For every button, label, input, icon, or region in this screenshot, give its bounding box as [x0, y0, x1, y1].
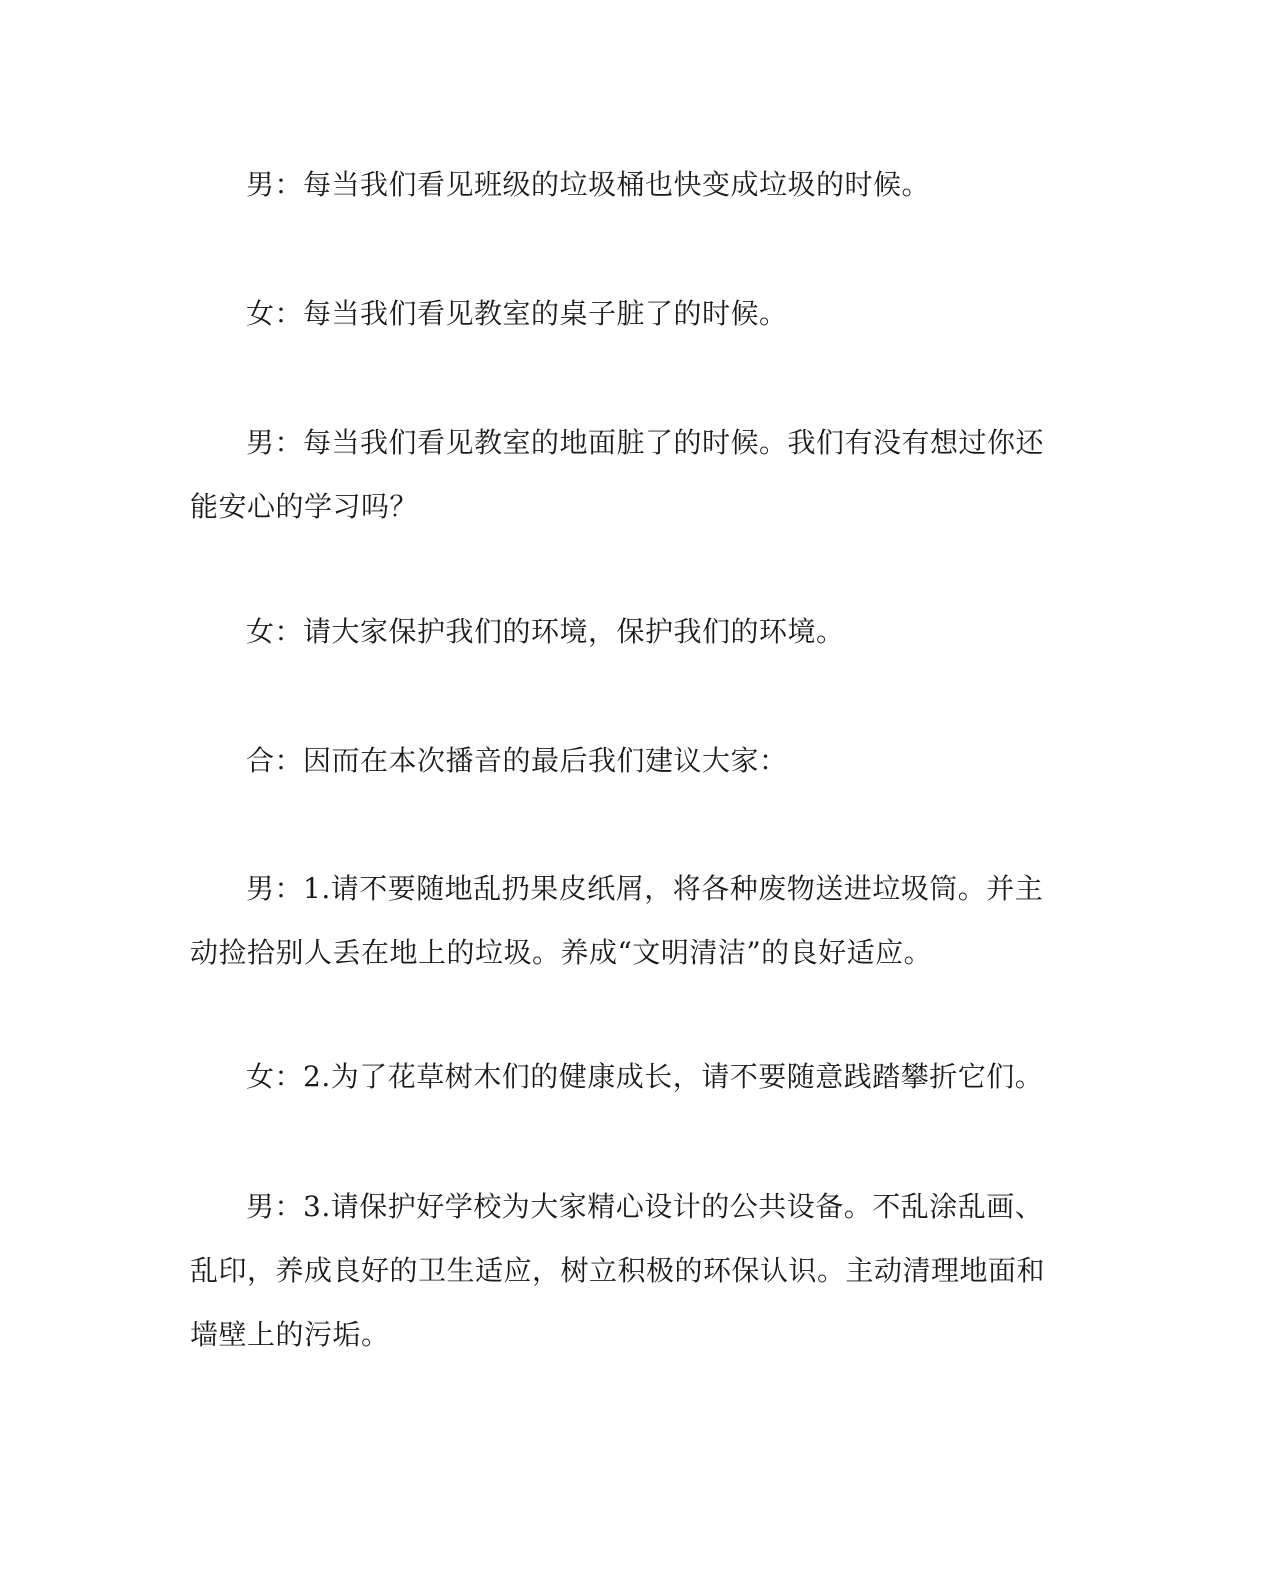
paragraph-6: 男：1.请不要随地乱扔果皮纸屑，将各种废物送进垃圾筒。并主动捡拾别人丢在地上的垃圾。养成“文明清洁”的良好适应。	[190, 872, 1044, 969]
paragraph-5: 合：因而在本次播音的最后我们建议大家：	[246, 744, 788, 777]
paragraph-8: 男：3.请保护好学校为大家精心设计的公共设备。不乱涂乱画、乱印，养成良好的卫生适应，树立积极的环保认识。主动清理地面和墙壁上的污垢。	[190, 1190, 1046, 1351]
paragraph-1: 男：每当我们看见班级的垃圾桶也快变成垃圾的时候。	[246, 168, 931, 201]
paragraph-3: 男：每当我们看见教室的地面脏了的时候。我们有没有想过你还能安心的学习吗？	[190, 426, 1045, 523]
paragraph-2: 女：每当我们看见教室的桌子脏了的时候。	[246, 297, 788, 330]
paragraph-7: 女：2.为了花草树木们的健康成长，请不要随意践踏攀折它们。	[246, 1060, 1044, 1093]
paragraph-4: 女：请大家保护我们的环境，保护我们的环境。	[246, 615, 845, 648]
